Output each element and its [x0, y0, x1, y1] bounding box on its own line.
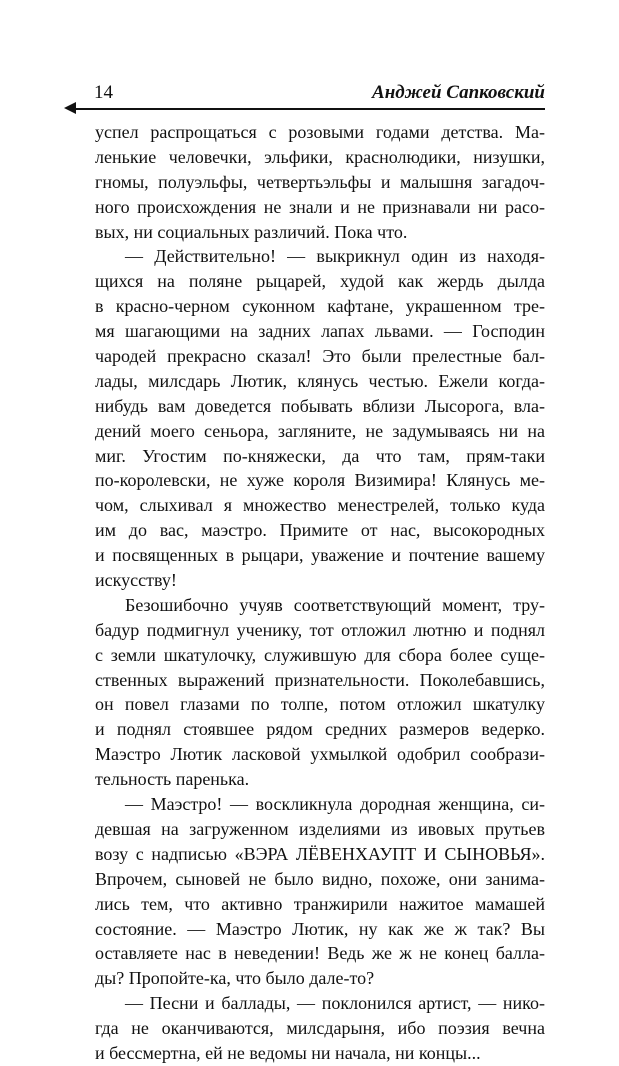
text-line: им до вас, маэстро. Примите от нас, высокородных	[95, 520, 545, 541]
text-line: — Действительно! — выкрикнул один из находя-	[125, 246, 545, 267]
text-line: лись тем, что активно транжирили нажитое мамашей	[95, 893, 545, 914]
text-line: ды? Пропойте-ка, что было дале-то?	[95, 968, 375, 989]
text-line: мя шагающими на задних лапах львами. — Господин	[95, 321, 545, 342]
page-header	[70, 80, 545, 106]
text-line: ленькие человечки, эльфики, краснолюдики, низушки,	[95, 146, 545, 167]
text-line: гномы, полуэльфы, четвертьэльфы и малышня загадоч-	[95, 171, 545, 192]
text-line: дений моего сеньора, загляните, не задумываясь ни на	[95, 420, 545, 441]
text-line: с земли шкатулочку, служившую для сбора более суще-	[95, 644, 545, 665]
text-line: вых, ни социальных различий. Пока что.	[95, 221, 408, 242]
text-line: и посвященных в рыцари, уважение и почтение вашему	[95, 545, 545, 566]
running-title-author: Анджей Сапковский	[372, 82, 545, 103]
page-number: 14	[94, 82, 113, 103]
text-line: чом, слыхивал я множество менестрелей, только куда	[95, 495, 545, 516]
text-line: — Маэстро! — воскликнула дородная женщина, си-	[125, 794, 545, 815]
text-line: Впрочем, сыновей не было видно, похоже, они занима-	[95, 868, 545, 889]
text-line: оставляете нас в неведении! Ведь же ж не конец балла-	[95, 943, 545, 964]
text-line: в красно-черном суконном кафтане, украшенном тре-	[95, 296, 545, 317]
text-line: тельность паренька.	[95, 769, 250, 790]
text-line: миг. Угостим по-княжески, да что там, прям-таки	[95, 445, 545, 466]
text-line: бадур подмигнул ученику, тот отложил лютню и поднял	[95, 619, 545, 640]
text-line: успел распрощаться с розовыми годами детства. Ма-	[95, 122, 545, 142]
text-line: по-королевски, не хуже короля Визимира! Клянусь ме-	[95, 470, 545, 491]
text-line: состояние. — Маэстро Лютик, ну как же ж так? Вы	[95, 918, 545, 939]
text-line: лады, милсдарь Лютик, клянусь честью. Ежели когда-	[95, 370, 545, 391]
text-line: чародей прекрасно сказал! Это были прелестные бал-	[95, 346, 545, 367]
text-line: ственных выражений признательности. Поколебавшись,	[95, 669, 545, 690]
text-line: щихся на поляне рыцарей, худой как жердь дылда	[95, 271, 545, 292]
text-line: нибудь вам доведется побывать вблизи Лысорога, вла-	[95, 395, 545, 416]
text-line: возу с надписью «ВЭРА ЛЁВЕНХАУПТ И СЫНОВЬЯ».	[95, 843, 545, 864]
text-line: ного происхождения не знали и не признавали ни расо-	[95, 196, 545, 217]
text-line: Безошибочно учуяв соответствующий момент, тру-	[125, 594, 545, 615]
text-line: девшая на загруженном изделиями из ивовых прутьев	[95, 818, 545, 839]
text-line: и бессмертна, ей не ведомы ни начала, ни концы...	[95, 1042, 481, 1063]
text-line: Маэстро Лютик ласковой ухмылкой одобрил сообрази-	[95, 744, 545, 765]
text-line: гда не оканчиваются, милсдарыня, ибо поэзия вечна	[95, 1018, 545, 1039]
text-line: искусству!	[95, 570, 177, 591]
text-line: он повел глазами по толпе, потом отложил шкатулку	[95, 694, 545, 715]
text-line: и поднял стоявшее рядом средних размеров ведерко.	[95, 719, 545, 740]
text-line: — Песни и баллады, — поклонился артист, — нико-	[125, 993, 545, 1014]
body-text	[95, 120, 545, 1066]
header-rule	[75, 108, 545, 110]
